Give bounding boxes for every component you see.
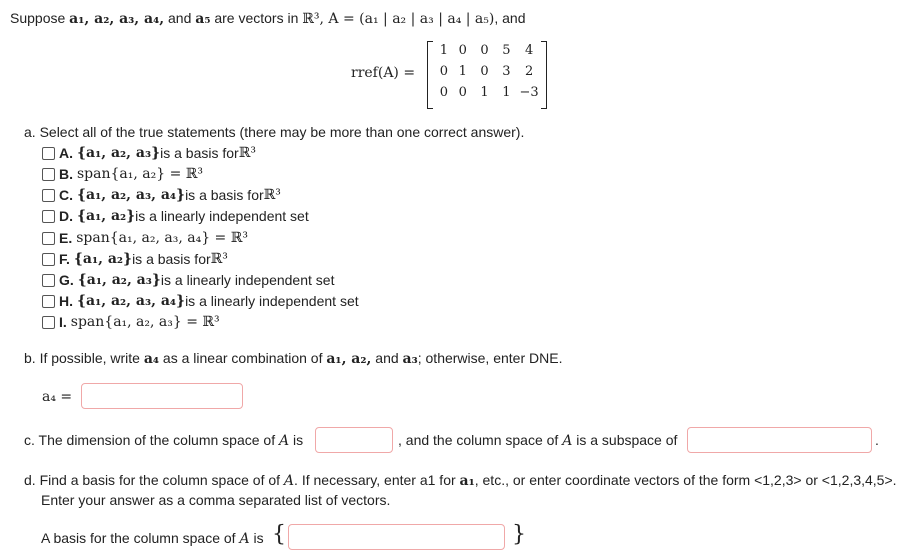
part-c-a: A (279, 433, 290, 449)
part-c-prompt-mid (398, 432, 677, 449)
option-label: E. (59, 230, 73, 246)
intro-vectors: a₁, a₂, a₃, a₄, (69, 11, 165, 27)
dimension-input[interactable] (315, 427, 393, 453)
part-d-a: A (283, 473, 295, 489)
option-b[interactable] (42, 164, 203, 184)
option-label: C. (59, 187, 73, 203)
option-text: is a linearly independent set (135, 208, 309, 224)
intro-a5: a₅ (195, 11, 211, 27)
close-brace: } (512, 522, 526, 547)
part-c-end: is a subspace of (572, 432, 678, 448)
matrix-left-bracket (427, 41, 433, 109)
rref-matrix (427, 41, 547, 107)
matrix-cell: 4 (524, 43, 534, 58)
option-g[interactable] (42, 270, 334, 290)
option-label: D. (59, 208, 73, 224)
option-i[interactable] (42, 312, 220, 332)
matrix-cell: 5 (502, 43, 511, 58)
option-text: is a basis for (132, 251, 211, 267)
problem-intro (10, 10, 526, 27)
part-b-mid: as a linear combination of (159, 350, 327, 366)
intro-prefix: Suppose (10, 10, 70, 26)
subspace-input[interactable] (687, 427, 872, 453)
part-d-end: , etc., or enter coordinate vectors of the form <1,2,3> or <1,2,3,4,5>. (474, 472, 897, 488)
matrix-cell: 0 (439, 85, 449, 100)
option-math: {a₁, a₂} (73, 251, 133, 267)
option-label: A. (59, 145, 73, 161)
open-brace: { (272, 522, 286, 547)
option-a[interactable] (42, 143, 256, 163)
option-tail: ℝ³ (238, 145, 256, 161)
intro-and: and (164, 10, 196, 26)
matrix-cell: −3 (519, 85, 539, 100)
part-b-a3: a₃ (402, 351, 418, 367)
part-b-a4: a₄ (143, 351, 160, 367)
option-math: {a₁, a₂} (77, 208, 136, 224)
option-text: is a linearly independent set (185, 293, 359, 309)
checkbox-i[interactable] (42, 316, 55, 329)
basis-label (41, 530, 264, 547)
option-label: H. (59, 293, 73, 309)
part-d-a1: a₁ (459, 473, 475, 489)
matrix-row (436, 85, 541, 105)
intro-space: ℝ³, A = (a₁ | a₂ | a₃ | a₄ | a₅) (302, 11, 495, 27)
part-d-line2: Enter your answer as a comma separated list of vectors. (41, 492, 391, 508)
option-math: span{a₁, a₂, a₃, a₄} = ℝ³ (76, 230, 248, 246)
checkbox-g[interactable] (42, 274, 55, 287)
option-text: is a basis for (185, 187, 264, 203)
option-f[interactable] (42, 249, 228, 269)
matrix-cell: 3 (502, 64, 511, 79)
option-tail: ℝ³ (263, 187, 281, 203)
option-tail: ℝ³ (210, 251, 228, 267)
option-label: B. (59, 166, 73, 182)
a4-linear-combination-input[interactable] (81, 383, 243, 409)
part-d-line1 (24, 472, 897, 489)
part-b-and: and (371, 350, 403, 366)
checkbox-c[interactable] (42, 189, 55, 202)
checkbox-f[interactable] (42, 253, 55, 266)
option-math: {a₁, a₂, a₃} (77, 272, 161, 288)
rref-label: rref(A) = (351, 65, 416, 81)
part-d-start: d. Find a basis for the column space of of (24, 472, 284, 488)
part-d-mid: . If necessary, enter a1 for (294, 472, 460, 488)
matrix-cell: 1 (502, 85, 511, 100)
checkbox-a[interactable] (42, 147, 55, 160)
checkbox-e[interactable] (42, 232, 55, 245)
part-c-a2: A (562, 433, 573, 449)
option-c[interactable] (42, 185, 281, 205)
matrix-cell: 1 (480, 85, 489, 100)
option-e[interactable] (42, 228, 248, 248)
checkbox-b[interactable] (42, 168, 55, 181)
basis-input[interactable] (288, 524, 505, 550)
part-c-mid: , and the column space of (398, 432, 563, 448)
option-label: I. (59, 314, 67, 330)
a4-label: a₄ = (42, 389, 73, 405)
option-d[interactable] (42, 206, 309, 226)
option-label: G. (59, 272, 74, 288)
matrix-cell: 2 (524, 64, 534, 79)
option-math: span{a₁, a₂, a₃} = ℝ³ (70, 314, 220, 330)
option-math: span{a₁, a₂} = ℝ³ (77, 166, 204, 182)
basis-is: is (249, 530, 264, 546)
option-text: is a linearly independent set (160, 272, 335, 288)
basis-a: A (239, 531, 250, 547)
part-c-prompt-start (24, 432, 303, 449)
matrix-cell: 0 (480, 43, 489, 58)
option-math: {a₁, a₂, a₃, a₄} (77, 293, 186, 309)
option-label: F. (59, 251, 70, 267)
checkbox-h[interactable] (42, 295, 55, 308)
matrix-right-bracket (541, 41, 547, 109)
part-b-vecs: a₁, a₂, (326, 351, 372, 367)
part-b-prompt (24, 350, 562, 367)
part-b-start: b. If possible, write (24, 350, 144, 366)
intro-suffix: , and (494, 10, 526, 26)
matrix-cell: 0 (458, 85, 467, 100)
matrix-cell: 0 (439, 64, 449, 79)
basis-start: A basis for the column space of (41, 530, 240, 546)
part-c-period: . (875, 432, 879, 448)
option-math: {a₁, a₂, a₃} (77, 145, 161, 161)
matrix-row (436, 43, 541, 63)
matrix-cell: 1 (458, 64, 467, 79)
matrix-cell: 0 (480, 64, 489, 79)
part-a-prompt: a. Select all of the true statements (there may be more than one correct answer). (24, 124, 525, 140)
matrix-row (436, 64, 541, 84)
checkbox-d[interactable] (42, 210, 55, 223)
part-b-end: ; otherwise, enter DNE. (417, 350, 563, 366)
option-text: is a basis for (160, 145, 239, 161)
part-c-is: is (289, 432, 304, 448)
option-h[interactable] (42, 291, 359, 311)
matrix-cell: 0 (458, 43, 467, 58)
option-math: {a₁, a₂, a₃, a₄} (77, 187, 186, 203)
part-c-start: c. The dimension of the column space of (24, 432, 279, 448)
matrix-cell: 1 (439, 43, 449, 58)
intro-middle: are vectors in (210, 10, 303, 26)
